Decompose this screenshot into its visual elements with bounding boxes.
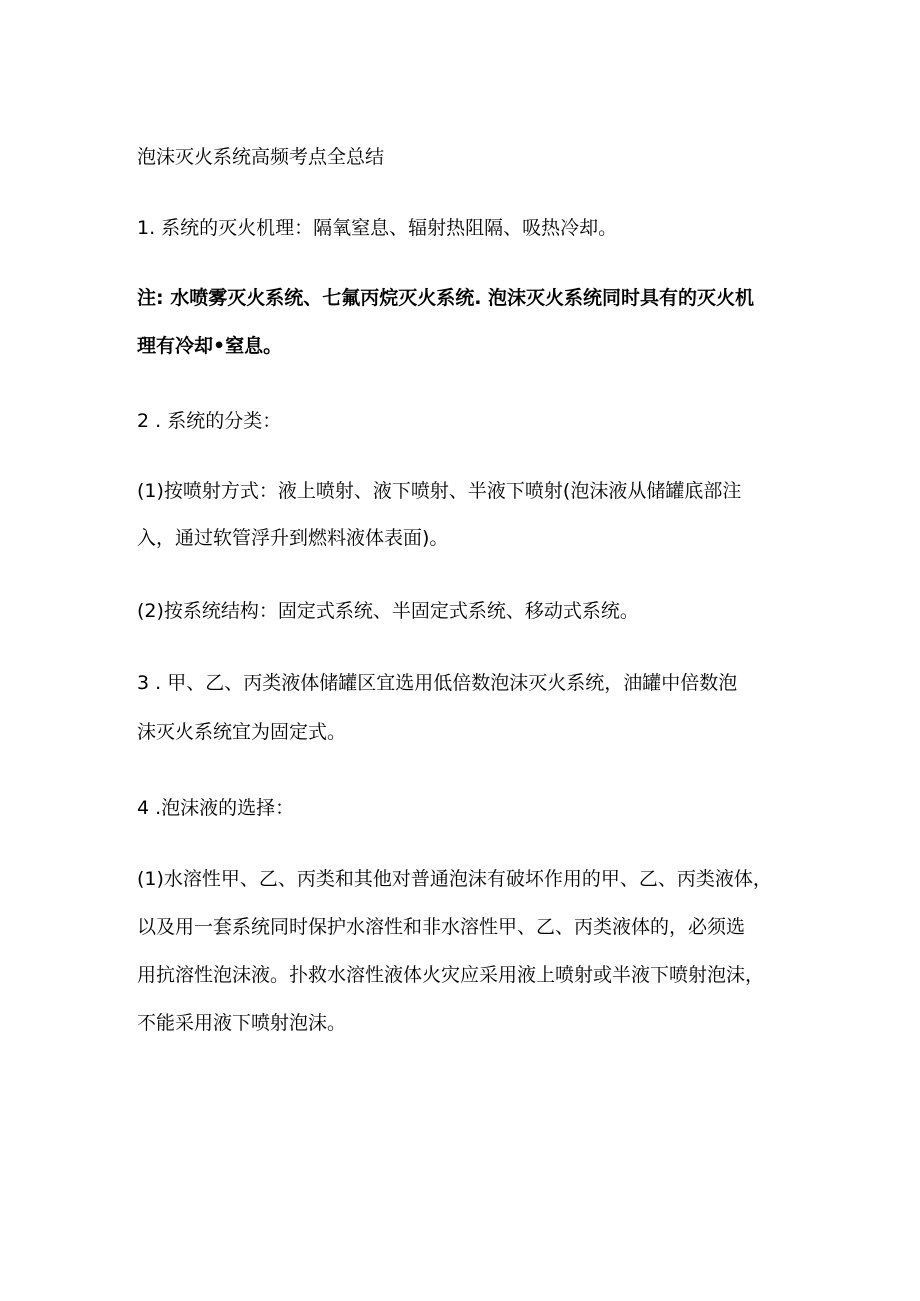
note-line-1: 注: 水喷雾灭火系统、七氟丙烷灭火系统. 泡沫灭火系统同时具有的灭火机 bbox=[137, 287, 755, 309]
item-2-sub-1-line-2: 入，通过软管浮升到燃料液体表面)。 bbox=[137, 527, 449, 549]
item-3-line-2: 沫灭火系统宜为固定式。 bbox=[137, 721, 347, 743]
item-4-heading: 4 .泡沫液的选择： bbox=[137, 797, 295, 819]
item-2-sub-1-line-1: (1)按喷射方式：液上喷射、液下喷射、半液下喷射(泡沫液从储罐底部注 bbox=[137, 480, 742, 502]
item-2-heading: 2 . 系统的分类： bbox=[137, 410, 282, 432]
document-title: 泡沫灭火系统高频考点全总结 bbox=[137, 146, 385, 168]
item-4-sub-1-line-3: 用抗溶性泡沫液。扑救水溶性液体火灾应采用液上喷射或半液下喷射泡沫， bbox=[137, 964, 765, 986]
item-2-sub-2: (2)按系统结构：固定式系统、半固定式系统、移动式系统。 bbox=[137, 600, 639, 622]
item-4-sub-1-line-2: 以及用一套系统同时保护水溶性和非水溶性甲、乙、丙类液体的，必须选 bbox=[137, 916, 746, 938]
item-3-line-1: 3 . 甲、乙、丙类液体储罐区宜选用低倍数泡沫灭火系统，油罐中倍数泡 bbox=[137, 672, 738, 694]
item-1-mechanism: 1. 系统的灭火机理：隔氧窒息、辐射热阻隔、吸热冷却。 bbox=[137, 217, 618, 239]
note-line-2: 理有冷却•窒息。 bbox=[137, 335, 283, 357]
item-4-sub-1-line-1: (1)水溶性甲、乙、丙类和其他对普通泡沫有破坏作用的甲、乙、丙类液体， bbox=[137, 868, 772, 890]
item-4-sub-1-line-4: 不能采用液下喷射泡沫。 bbox=[137, 1012, 347, 1034]
